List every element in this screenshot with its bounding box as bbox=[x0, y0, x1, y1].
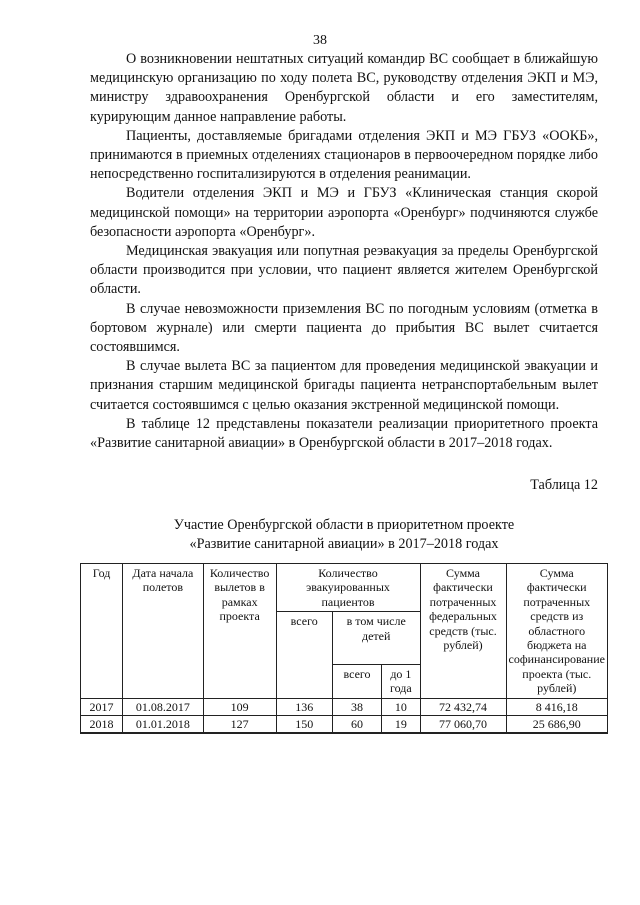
page-number: 38 bbox=[313, 33, 327, 48]
header-evacuated: Количество эвакуированных пациентов bbox=[276, 564, 420, 612]
cell-federal: 77 060,70 bbox=[420, 716, 506, 734]
table-title bbox=[90, 516, 598, 554]
cell-children: 60 bbox=[332, 716, 381, 734]
cell-total: 136 bbox=[276, 698, 332, 715]
cell-year: 2017 bbox=[81, 698, 123, 715]
cell-under-one: 19 bbox=[382, 716, 420, 734]
header-regional: Сумма фактически потраченных средств из областного бюджета на софинансирование проекта (тыс. рублей) bbox=[506, 564, 607, 699]
cell-total: 150 bbox=[276, 716, 332, 734]
table-label: Таблица 12 bbox=[530, 477, 598, 493]
table-row bbox=[81, 716, 608, 734]
paragraph: О возникновении нештатных ситуаций командир ВС сообщает в ближайшую медицинскую организацию по ходу полета ВС, руководству отделения ЭКП и МЭ, министру здравоохранения Оренбургской области и его заместителям, курирующим данное направление работы. bbox=[90, 51, 598, 125]
table-title-line: «Развитие санитарной авиации» в 2017–2018 годах bbox=[189, 536, 499, 552]
cell-start-date: 01.08.2017 bbox=[123, 698, 204, 715]
header-total: всего bbox=[276, 612, 332, 698]
header-start-date: Дата начала полетов bbox=[123, 564, 204, 699]
table-row bbox=[81, 698, 608, 715]
cell-flights: 109 bbox=[203, 698, 276, 715]
header-flights: Количество вылетов в рамках проекта bbox=[203, 564, 276, 699]
data-table bbox=[80, 563, 608, 734]
cell-flights: 127 bbox=[203, 716, 276, 734]
paragraph: Пациенты, доставляемые бригадами отделения ЭКП и МЭ ГБУЗ «ООКБ», принимаются в приемных отделениях стационаров в первоочередном порядке либо непосредственно госпитализируются в отделения реанимации. bbox=[90, 127, 598, 183]
header-federal: Сумма фактически потраченных федеральных средств (тыс. рублей) bbox=[420, 564, 506, 699]
paragraph: В случае вылета ВС за пациентом для проведения медицинской эвакуации и признания старшим медицинской бригады пациента нетранспортабельным вылет считается состоявшимся с целью оказания экстренной медицинской помощи. bbox=[90, 358, 598, 413]
cell-federal: 72 432,74 bbox=[420, 698, 506, 715]
cell-start-date: 01.01.2018 bbox=[123, 716, 204, 734]
body-text bbox=[90, 50, 598, 453]
paragraph: В случае невозможности приземления ВС по погодным условиям (отметка в бортовом журнале) или смерти пациента до прибытия ВС вылет считается состоявшимся. bbox=[90, 300, 598, 356]
header-children-total: всего bbox=[332, 664, 381, 698]
paragraph: Водители отделения ЭКП и МЭ и ГБУЗ «Клиническая станция скорой медицинской помощи» на территории аэропорта «Оренбург» подчиняются службе безопасности аэропорта «Оренбург». bbox=[90, 185, 598, 240]
paragraph: В таблице 12 представлены показатели реализации приоритетного проекта «Развитие санитарной авиации» в Оренбургской области в 2017–2018 годах. bbox=[90, 415, 598, 452]
cell-under-one: 10 bbox=[382, 698, 420, 715]
header-year: Год bbox=[81, 564, 123, 699]
cell-regional: 25 686,90 bbox=[506, 716, 607, 734]
header-children-group: в том числе детей bbox=[332, 612, 420, 665]
table-title-line: Участие Оренбургской области в приоритетном проекте bbox=[173, 517, 515, 533]
cell-children: 38 bbox=[332, 698, 381, 715]
header-under-one: до 1 года bbox=[382, 664, 420, 698]
cell-regional: 8 416,18 bbox=[506, 698, 607, 715]
cell-year: 2018 bbox=[81, 716, 123, 734]
paragraph: Медицинская эвакуация или попутная реэвакуация за пределы Оренбургской области производится при условии, что пациент является жителем Оренбургской области. bbox=[90, 243, 598, 298]
